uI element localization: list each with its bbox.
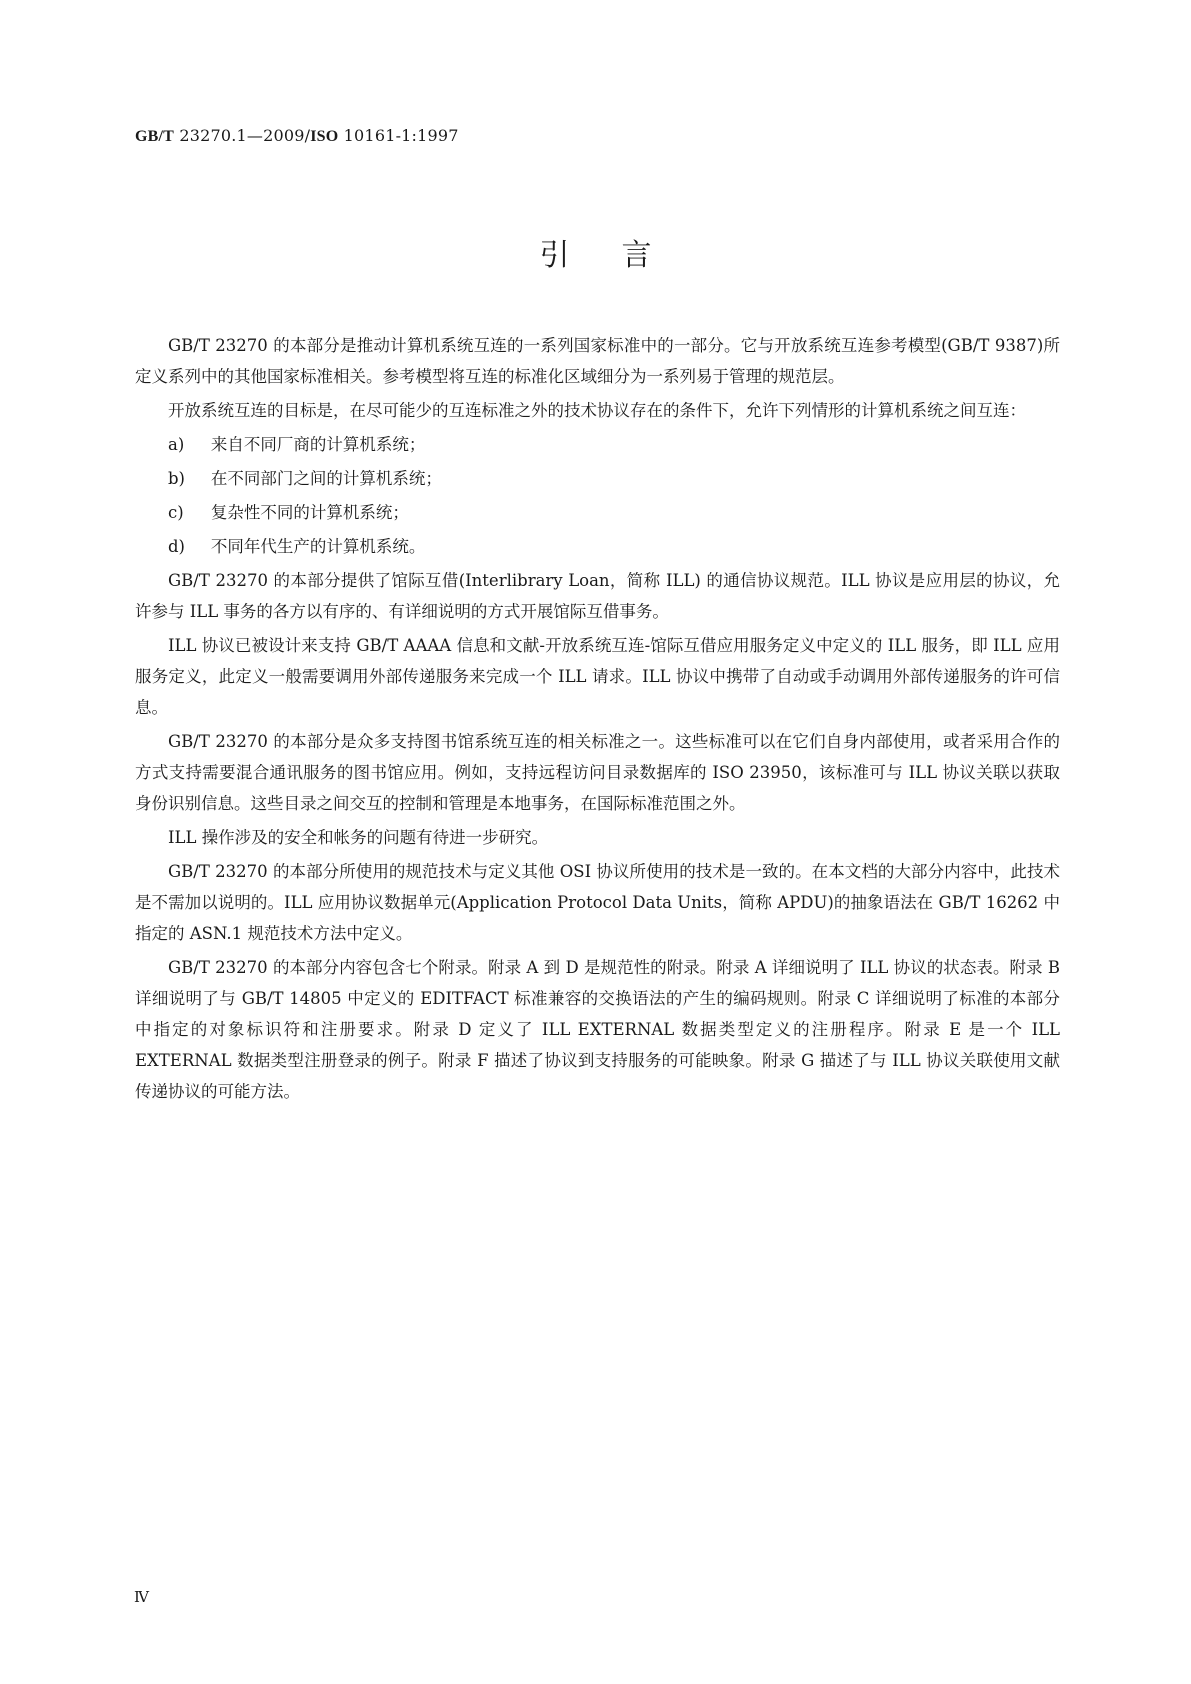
list-item — [135, 463, 1060, 494]
list-item — [135, 497, 1060, 528]
list-text: 在不同部门之间的计算机系统； — [210, 469, 442, 488]
paragraph-5: GB/T 23270 的本部分是众多支持图书馆系统互连的相关标准之一。这些标准可以在它们自身内部使用，或者采用合作的方式支持需要混合通讯服务的图书馆应用。例如，支持远程访问目录数据库的 ISO 23950，该标准可与 ILL 协议关联以获取身份识别信息。这些目录之间交互的控制和管理是本地事务，在国际标准范围之外。 — [135, 732, 1060, 813]
list-text: 不同年代生产的计算机系统。 — [210, 537, 426, 556]
list-marker: c) — [168, 503, 184, 522]
page-number: Ⅳ — [134, 1588, 149, 1606]
list-text: 来自不同厂商的计算机系统； — [210, 435, 426, 454]
list-item — [135, 429, 1060, 460]
code-prefix-iso: ISO — [310, 128, 339, 145]
list-marker: d) — [168, 537, 185, 556]
standard-code-header — [135, 126, 459, 146]
paragraph-2: 开放系统互连的目标是，在尽可能少的互连标准之外的技术协议存在的条件下，允许下列情形的计算机系统之间互连： — [168, 401, 1026, 420]
list-marker: b) — [168, 469, 185, 488]
body-text — [135, 330, 1060, 1110]
list-item — [135, 531, 1060, 562]
page-title: 引言 — [539, 238, 704, 273]
paragraph-1: GB/T 23270 的本部分是推动计算机系统互连的一系列国家标准中的一部分。它与开放系统互连参考模型(GB/T 9387)所定义系列中的其他国家标准相关。参考模型将互连的标准化区域细分为一系列易于管理的规范层。 — [135, 336, 1060, 386]
paragraph-7: GB/T 23270 的本部分所使用的规范技术与定义其他 OSI 协议所使用的技术是一致的。在本文档的大部分内容中，此技术是不需加以说明的。ILL 应用协议数据单元(Application Protocol Data Units，简称 APDU)的抽象语法在 GB/T 16262 中指定的 ASN.1 规范技术方法中定义。 — [135, 862, 1060, 943]
code-number: 23270.1—2009/ — [174, 126, 311, 145]
paragraph-8: GB/T 23270 的本部分内容包含七个附录。附录 A 到 D 是规范性的附录。附录 A 详细说明了 ILL 协议的状态表。附录 B 详细说明了与 GB/T 14805 中定义的 EDITFACT 标准兼容的交换语法的产生的编码规则。附录 C 详细说明了标准的本部分中指定的对象标识符和注册要求。附录 D 定义了 ILL EXTERNAL 数据类型定义的注册程序。附录 E 是一个 ILL EXTERNAL 数据类型注册登录的例子。附录 F 描述了协议到支持服务的可能映象。附录 G 描述了与 ILL 协议关联使用文献传递协议的可能方法。 — [135, 958, 1060, 1101]
list-text: 复杂性不同的计算机系统； — [210, 503, 409, 522]
paragraph-3: GB/T 23270 的本部分提供了馆际互借(Interlibrary Loan，简称 ILL) 的通信协议规范。ILL 协议是应用层的协议，允许参与 ILL 事务的各方以有序的、有详细说明的方式开展馆际互借事务。 — [135, 571, 1060, 621]
paragraph-4: ILL 协议已被设计来支持 GB/T AAAA 信息和文献-开放系统互连-馆际互借应用服务定义中定义的 ILL 服务，即 ILL 应用服务定义，此定义一般需要调用外部传递服务来完成一个 ILL 请求。ILL 协议中携带了自动或手动调用外部传递服务的许可信息。 — [135, 636, 1060, 717]
list-marker: a) — [168, 435, 185, 454]
paragraph-6: ILL 操作涉及的安全和帐务的问题有待进一步研究。 — [168, 828, 549, 847]
code-iso-number: 10161-1:1997 — [338, 126, 459, 145]
code-prefix-gbt: GB/T — [135, 128, 175, 145]
